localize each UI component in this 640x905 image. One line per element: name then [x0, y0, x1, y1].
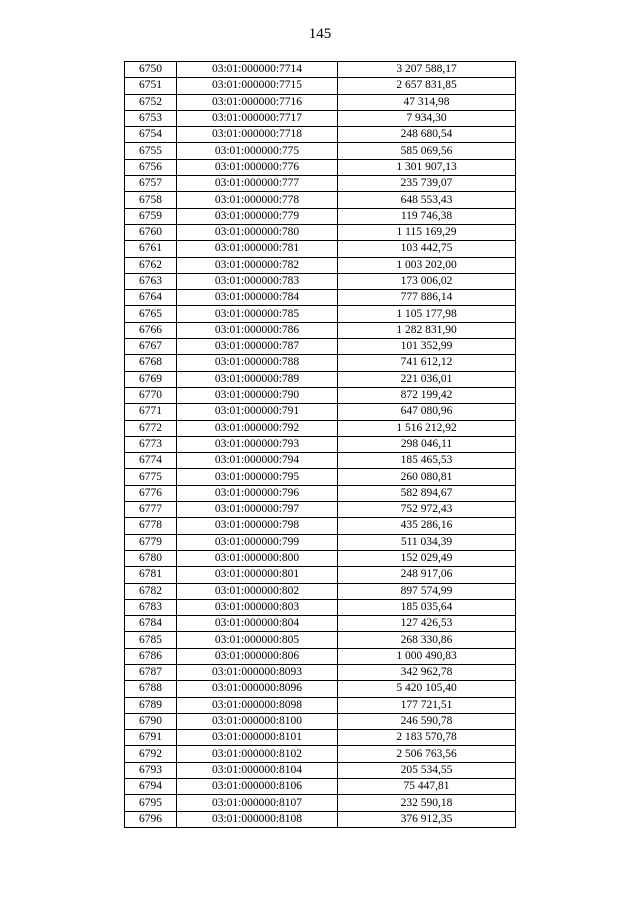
table-row	[125, 713, 516, 729]
cadastral-value-cell: 741 612,12	[338, 355, 516, 371]
cadastral-value-cell: 248 680,54	[338, 127, 516, 143]
row-number-cell: 6793	[125, 762, 177, 778]
cadastral-number-cell: 03:01:000000:779	[177, 208, 338, 224]
cadastral-number-cell: 03:01:000000:7718	[177, 127, 338, 143]
row-number-cell: 6795	[125, 795, 177, 811]
table-row	[125, 176, 516, 192]
table-row	[125, 110, 516, 126]
cadastral-number-cell: 03:01:000000:782	[177, 257, 338, 273]
cadastral-number-cell: 03:01:000000:798	[177, 518, 338, 534]
cadastral-value-cell: 47 314,98	[338, 94, 516, 110]
row-number-cell: 6760	[125, 224, 177, 240]
cadastral-number-cell: 03:01:000000:8098	[177, 697, 338, 713]
cadastral-value-cell: 119 746,38	[338, 208, 516, 224]
cadastral-value-cell: 75 447,81	[338, 779, 516, 795]
cadastral-number-cell: 03:01:000000:8101	[177, 730, 338, 746]
table-row	[125, 143, 516, 159]
cadastral-number-cell: 03:01:000000:790	[177, 387, 338, 403]
cadastral-number-cell: 03:01:000000:776	[177, 159, 338, 175]
table-row	[125, 681, 516, 697]
cadastral-number-cell: 03:01:000000:797	[177, 502, 338, 518]
cadastral-value-table	[124, 61, 516, 828]
cadastral-value-cell: 152 029,49	[338, 550, 516, 566]
cadastral-number-cell: 03:01:000000:7715	[177, 78, 338, 94]
row-number-cell: 6784	[125, 616, 177, 632]
row-number-cell: 6772	[125, 420, 177, 436]
table-row	[125, 762, 516, 778]
cadastral-value-cell: 127 426,53	[338, 616, 516, 632]
cadastral-value-cell: 1 000 490,83	[338, 648, 516, 664]
cadastral-value-cell: 1 105 177,98	[338, 306, 516, 322]
cadastral-value-cell: 268 330,86	[338, 632, 516, 648]
row-number-cell: 6778	[125, 518, 177, 534]
cadastral-value-cell: 585 069,56	[338, 143, 516, 159]
row-number-cell: 6776	[125, 485, 177, 501]
table-row	[125, 192, 516, 208]
cadastral-value-cell: 185 035,64	[338, 599, 516, 615]
cadastral-number-cell: 03:01:000000:8102	[177, 746, 338, 762]
cadastral-number-cell: 03:01:000000:778	[177, 192, 338, 208]
row-number-cell: 6770	[125, 387, 177, 403]
cadastral-value-cell: 246 590,78	[338, 713, 516, 729]
page-number: 145	[308, 26, 332, 42]
cadastral-number-cell: 03:01:000000:8100	[177, 713, 338, 729]
cadastral-value-cell: 5 420 105,40	[338, 681, 516, 697]
row-number-cell: 6790	[125, 713, 177, 729]
cadastral-number-cell: 03:01:000000:804	[177, 616, 338, 632]
cadastral-number-cell: 03:01:000000:8108	[177, 811, 338, 827]
row-number-cell: 6750	[125, 62, 177, 78]
cadastral-value-cell: 248 917,06	[338, 567, 516, 583]
cadastral-number-cell: 03:01:000000:783	[177, 273, 338, 289]
row-number-cell: 6759	[125, 208, 177, 224]
table-row	[125, 404, 516, 420]
cadastral-value-cell: 205 534,55	[338, 762, 516, 778]
cadastral-number-cell: 03:01:000000:794	[177, 453, 338, 469]
row-number-cell: 6781	[125, 567, 177, 583]
table-row	[125, 94, 516, 110]
cadastral-value-cell: 1 301 907,13	[338, 159, 516, 175]
table-row	[125, 78, 516, 94]
row-number-cell: 6751	[125, 78, 177, 94]
row-number-cell: 6756	[125, 159, 177, 175]
table-row	[125, 420, 516, 436]
cadastral-value-cell: 7 934,30	[338, 110, 516, 126]
table-row	[125, 502, 516, 518]
row-number-cell: 6782	[125, 583, 177, 599]
table-row	[125, 599, 516, 615]
table-row	[125, 485, 516, 501]
cadastral-number-cell: 03:01:000000:787	[177, 339, 338, 355]
row-number-cell: 6777	[125, 502, 177, 518]
cadastral-number-cell: 03:01:000000:784	[177, 290, 338, 306]
row-number-cell: 6767	[125, 339, 177, 355]
cadastral-value-cell: 435 286,16	[338, 518, 516, 534]
cadastral-value-cell: 298 046,11	[338, 436, 516, 452]
cadastral-value-cell: 752 972,43	[338, 502, 516, 518]
cadastral-value-cell: 1 115 169,29	[338, 224, 516, 240]
table-row	[125, 257, 516, 273]
cadastral-value-cell: 897 574,99	[338, 583, 516, 599]
cadastral-value-cell: 260 080,81	[338, 469, 516, 485]
row-number-cell: 6783	[125, 599, 177, 615]
cadastral-number-cell: 03:01:000000:8093	[177, 664, 338, 680]
table-row	[125, 567, 516, 583]
table-row	[125, 273, 516, 289]
cadastral-number-cell: 03:01:000000:786	[177, 322, 338, 338]
table-row	[125, 632, 516, 648]
cadastral-value-cell: 582 894,67	[338, 485, 516, 501]
table-row	[125, 811, 516, 827]
cadastral-value-cell: 2 183 570,78	[338, 730, 516, 746]
cadastral-number-cell: 03:01:000000:793	[177, 436, 338, 452]
cadastral-value-cell: 1 516 212,92	[338, 420, 516, 436]
row-number-cell: 6766	[125, 322, 177, 338]
cadastral-number-cell: 03:01:000000:780	[177, 224, 338, 240]
row-number-cell: 6755	[125, 143, 177, 159]
table-row	[125, 127, 516, 143]
row-number-cell: 6757	[125, 176, 177, 192]
cadastral-number-cell: 03:01:000000:789	[177, 371, 338, 387]
cadastral-number-cell: 03:01:000000:792	[177, 420, 338, 436]
row-number-cell: 6796	[125, 811, 177, 827]
table-row	[125, 648, 516, 664]
table-row	[125, 322, 516, 338]
cadastral-value-cell: 232 590,18	[338, 795, 516, 811]
row-number-cell: 6786	[125, 648, 177, 664]
cadastral-number-cell: 03:01:000000:781	[177, 241, 338, 257]
row-number-cell: 6765	[125, 306, 177, 322]
table-row	[125, 387, 516, 403]
row-number-cell: 6780	[125, 550, 177, 566]
cadastral-number-cell: 03:01:000000:800	[177, 550, 338, 566]
cadastral-number-cell: 03:01:000000:805	[177, 632, 338, 648]
cadastral-value-cell: 2 657 831,85	[338, 78, 516, 94]
table-row	[125, 779, 516, 795]
table-row	[125, 290, 516, 306]
cadastral-number-cell: 03:01:000000:788	[177, 355, 338, 371]
row-number-cell: 6768	[125, 355, 177, 371]
cadastral-value-cell: 342 962,78	[338, 664, 516, 680]
row-number-cell: 6752	[125, 94, 177, 110]
table-row	[125, 469, 516, 485]
row-number-cell: 6794	[125, 779, 177, 795]
table-row	[125, 583, 516, 599]
row-number-cell: 6774	[125, 453, 177, 469]
cadastral-number-cell: 03:01:000000:785	[177, 306, 338, 322]
table-row	[125, 436, 516, 452]
table-row	[125, 306, 516, 322]
cadastral-value-cell: 1 282 831,90	[338, 322, 516, 338]
table-row	[125, 664, 516, 680]
cadastral-number-cell: 03:01:000000:7716	[177, 94, 338, 110]
table-row	[125, 371, 516, 387]
table-row	[125, 224, 516, 240]
table-row	[125, 616, 516, 632]
cadastral-value-cell: 103 442,75	[338, 241, 516, 257]
cadastral-value-cell: 1 003 202,00	[338, 257, 516, 273]
table-row	[125, 550, 516, 566]
row-number-cell: 6787	[125, 664, 177, 680]
table-row	[125, 534, 516, 550]
cadastral-value-cell: 221 036,01	[338, 371, 516, 387]
cadastral-value-cell: 648 553,43	[338, 192, 516, 208]
cadastral-number-cell: 03:01:000000:8104	[177, 762, 338, 778]
row-number-cell: 6775	[125, 469, 177, 485]
cadastral-number-cell: 03:01:000000:7714	[177, 62, 338, 78]
table-row	[125, 339, 516, 355]
row-number-cell: 6764	[125, 290, 177, 306]
row-number-cell: 6753	[125, 110, 177, 126]
cadastral-value-cell: 647 080,96	[338, 404, 516, 420]
table-row	[125, 518, 516, 534]
cadastral-number-cell: 03:01:000000:791	[177, 404, 338, 420]
row-number-cell: 6785	[125, 632, 177, 648]
table-row	[125, 697, 516, 713]
cadastral-number-cell: 03:01:000000:8106	[177, 779, 338, 795]
cadastral-value-cell: 2 506 763,56	[338, 746, 516, 762]
cadastral-number-cell: 03:01:000000:775	[177, 143, 338, 159]
cadastral-value-cell: 101 352,99	[338, 339, 516, 355]
row-number-cell: 6771	[125, 404, 177, 420]
table-row	[125, 453, 516, 469]
table-row	[125, 746, 516, 762]
table-row	[125, 355, 516, 371]
cadastral-value-cell: 235 739,07	[338, 176, 516, 192]
row-number-cell: 6791	[125, 730, 177, 746]
cadastral-value-cell: 3 207 588,17	[338, 62, 516, 78]
table-row	[125, 241, 516, 257]
row-number-cell: 6788	[125, 681, 177, 697]
row-number-cell: 6792	[125, 746, 177, 762]
row-number-cell: 6758	[125, 192, 177, 208]
row-number-cell: 6779	[125, 534, 177, 550]
cadastral-value-cell: 872 199,42	[338, 387, 516, 403]
cadastral-value-cell: 177 721,51	[338, 697, 516, 713]
cadastral-number-cell: 03:01:000000:796	[177, 485, 338, 501]
cadastral-number-cell: 03:01:000000:802	[177, 583, 338, 599]
table-row	[125, 795, 516, 811]
cadastral-number-cell: 03:01:000000:795	[177, 469, 338, 485]
table-row	[125, 62, 516, 78]
cadastral-value-cell: 376 912,35	[338, 811, 516, 827]
row-number-cell: 6761	[125, 241, 177, 257]
row-number-cell: 6754	[125, 127, 177, 143]
cadastral-value-cell: 511 034,39	[338, 534, 516, 550]
table-row	[125, 730, 516, 746]
row-number-cell: 6789	[125, 697, 177, 713]
cadastral-number-cell: 03:01:000000:801	[177, 567, 338, 583]
cadastral-value-cell: 185 465,53	[338, 453, 516, 469]
row-number-cell: 6763	[125, 273, 177, 289]
cadastral-number-cell: 03:01:000000:8096	[177, 681, 338, 697]
cadastral-number-cell: 03:01:000000:799	[177, 534, 338, 550]
cadastral-value-cell: 777 886,14	[338, 290, 516, 306]
table-row	[125, 208, 516, 224]
cadastral-value-cell: 173 006,02	[338, 273, 516, 289]
cadastral-number-cell: 03:01:000000:8107	[177, 795, 338, 811]
cadastral-number-cell: 03:01:000000:777	[177, 176, 338, 192]
cadastral-number-cell: 03:01:000000:803	[177, 599, 338, 615]
table-row	[125, 159, 516, 175]
row-number-cell: 6773	[125, 436, 177, 452]
cadastral-number-cell: 03:01:000000:7717	[177, 110, 338, 126]
cadastral-number-cell: 03:01:000000:806	[177, 648, 338, 664]
row-number-cell: 6769	[125, 371, 177, 387]
table-body	[125, 62, 516, 828]
row-number-cell: 6762	[125, 257, 177, 273]
